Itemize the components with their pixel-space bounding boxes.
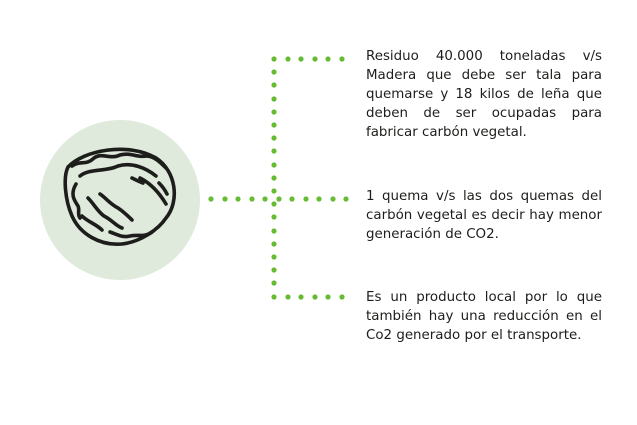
connector-dot [271, 241, 276, 246]
connector-dot [271, 162, 276, 167]
connector-dot [271, 280, 276, 285]
connector-dot [249, 196, 254, 201]
note-residue: Residuo 40.000 toneladas v/s Madera que debe ser tala para quemarse y 18 kilos de leña que deben de ser ocupadas para fabricar carbón vegetal. [366, 49, 602, 140]
connector-dot [271, 267, 276, 272]
connector-dot [271, 188, 276, 193]
connector-dot [271, 294, 276, 299]
connector-dot [271, 122, 276, 127]
connector-dot [271, 135, 276, 140]
connector-dot [289, 196, 294, 201]
connector-dot [271, 201, 276, 206]
connector-dot [271, 109, 276, 114]
connector-dot [271, 56, 276, 61]
connector-dot [312, 294, 317, 299]
connector-dot [271, 69, 276, 74]
connector-dot [316, 196, 321, 201]
connector-dot [271, 228, 276, 233]
note-burn: 1 quema v/s las dos quemas del carbón vegetal es decir hay menor generación de CO2. [366, 189, 602, 242]
connector-dot [262, 196, 267, 201]
connector-dot [339, 56, 344, 61]
connector-dot [285, 56, 290, 61]
connector-dot [285, 294, 290, 299]
connector-dot [298, 56, 303, 61]
connector-dot [208, 196, 213, 201]
connector-dot [325, 294, 330, 299]
connector-dot [271, 148, 276, 153]
note-local-product: Es un producto local por lo que también hay una reducción en el Co2 generado por el transporte. [366, 290, 602, 343]
connector-dot [312, 56, 317, 61]
connector-dot [235, 196, 240, 201]
connector-dot [271, 175, 276, 180]
connector-dot [271, 254, 276, 259]
connector-dot [303, 196, 308, 201]
connector-dot [330, 196, 335, 201]
connector-dot [298, 294, 303, 299]
connector-dot [325, 56, 330, 61]
connector-dot [271, 214, 276, 219]
connector-dot [343, 196, 348, 201]
connector-dot [339, 294, 344, 299]
connector-dot [222, 196, 227, 201]
connector-dot [271, 96, 276, 101]
connector-dot [276, 196, 281, 201]
connector-dot [271, 82, 276, 87]
